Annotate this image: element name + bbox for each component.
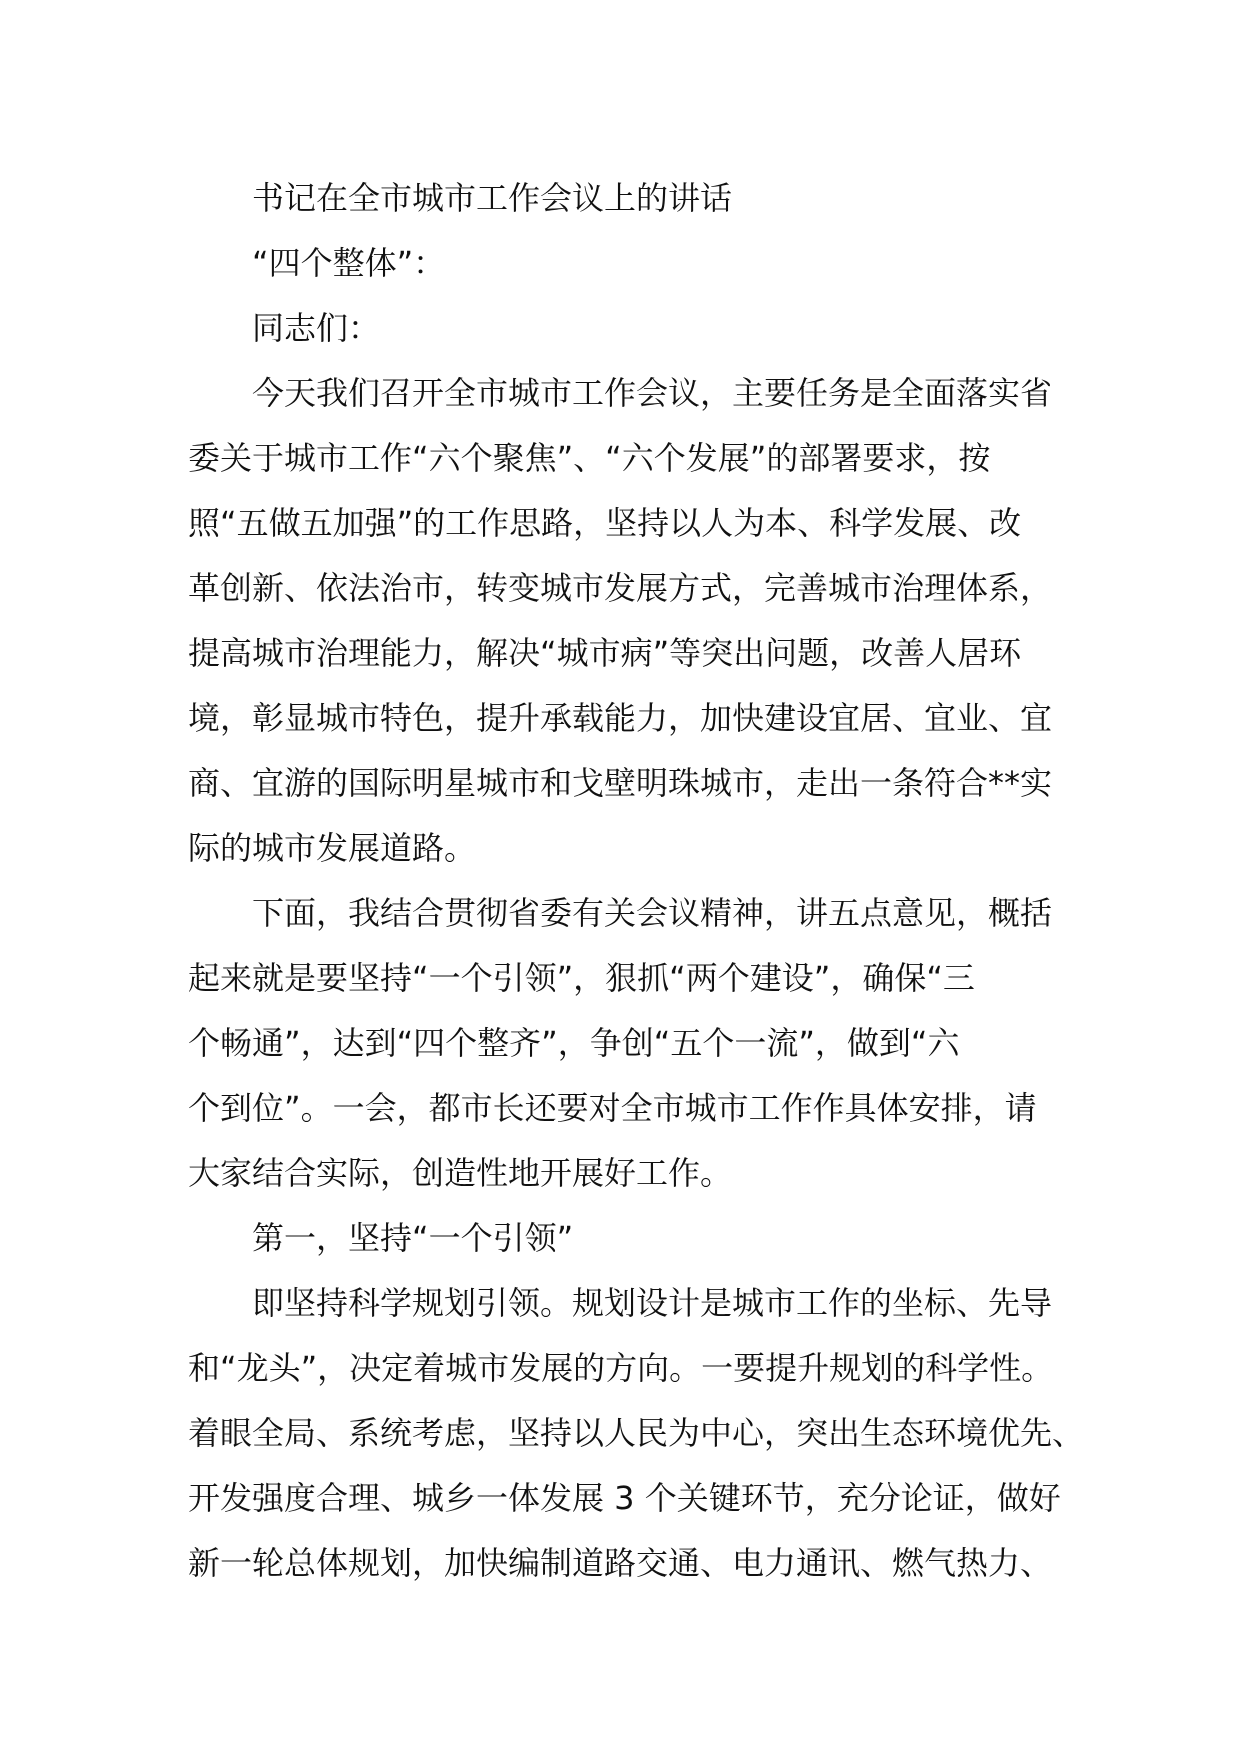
paragraph-line: 际的城市发展道路。 — [188, 829, 477, 867]
document-body — [188, 166, 1085, 1596]
paragraph-line: 今天我们召开全市城市工作会议，主要任务是全面落实省 — [252, 374, 1053, 412]
paragraph-line: 大家结合实际，创造性地开展好工作。 — [188, 1154, 733, 1192]
paragraph-line: 即坚持科学规划引领。规划设计是城市工作的坐标、先导 — [252, 1284, 1053, 1322]
paragraph-line: 委关于城市工作“六个聚焦”、“六个发展”的部署要求，按 — [188, 439, 991, 477]
paragraph-line: 革创新、依法治市，转变城市发展方式，完善城市治理体系， — [188, 569, 1053, 607]
paragraph-line: 新一轮总体规划，加快编制道路交通、电力通讯、燃气热力、 — [188, 1544, 1053, 1582]
paragraph-line: 个到位”。一会，都市长还要对全市城市工作作具体安排，请 — [188, 1089, 1037, 1127]
paragraph-line: 起来就是要坚持“一个引领”，狠抓“两个建设”，确保“三 — [188, 959, 975, 997]
paragraph-line: 下面，我结合贯彻省委有关会议精神，讲五点意见，概括 — [252, 894, 1053, 932]
paragraph-line: 着眼全局、系统考虑，坚持以人民为中心，突出生态环境优先、 — [188, 1414, 1085, 1452]
paragraph-line: 商、宜游的国际明星城市和戈壁明珠城市，走出一条符合**实 — [188, 764, 1053, 802]
salutation: 同志们： — [252, 309, 381, 347]
paragraph-line: 照“五做五加强”的工作思路，坚持以人为本、科学发展、改 — [188, 504, 1022, 542]
paragraph-line: 境，彰显城市特色，提升承载能力，加快建设宜居、宜业、宜 — [188, 699, 1053, 737]
document-title: 书记在全市城市工作会议上的讲话 — [252, 179, 733, 217]
section-heading: 第一，坚持“一个引领” — [252, 1219, 574, 1257]
paragraph-line: 提高城市治理能力，解决“城市病”等突出问题，改善人居环 — [188, 634, 1022, 672]
paragraph-line: 和“龙头”，决定着城市发展的方向。一要提升规划的科学性。 — [188, 1349, 1054, 1387]
paragraph-line: 开发强度合理、城乡一体发展 3 个关键环节，充分论证，做好 — [188, 1479, 1061, 1517]
section-subtitle: “四个整体”： — [252, 244, 446, 282]
paragraph-line: 个畅通”，达到“四个整齐”，争创“五个一流”，做到“六 — [188, 1024, 960, 1062]
